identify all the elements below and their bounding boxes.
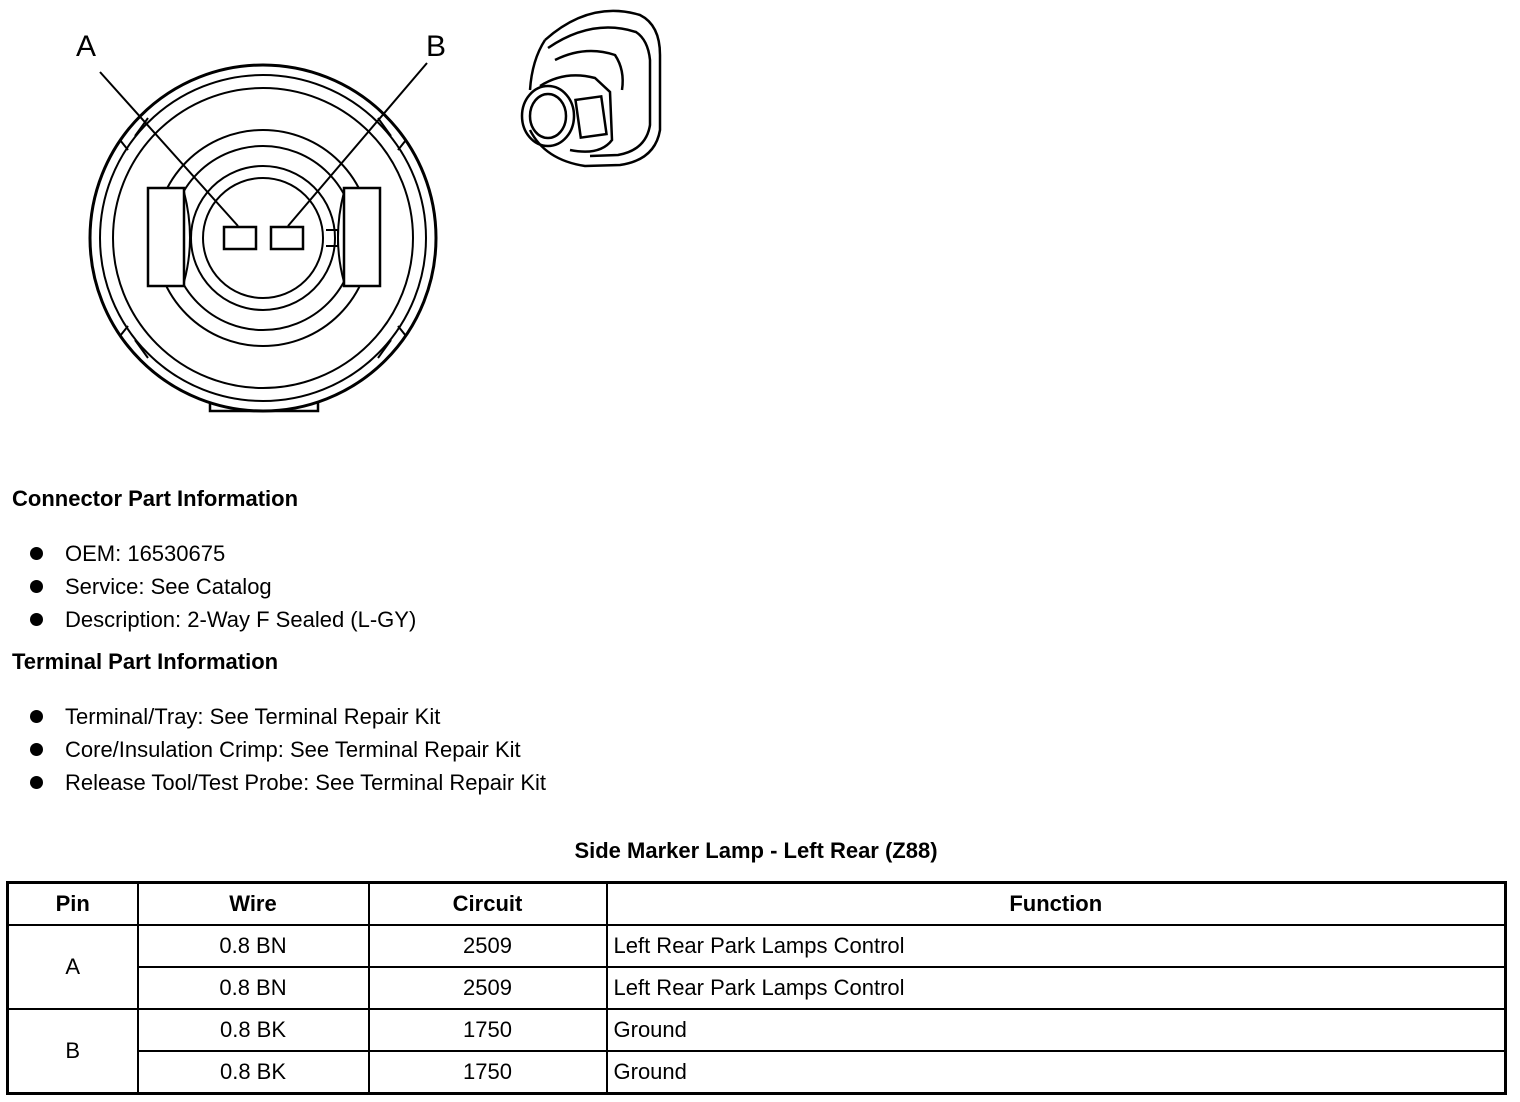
circuit-cell: 1750 <box>369 1009 607 1051</box>
terminal-info-list <box>26 700 546 799</box>
pin-cell: B <box>8 1009 138 1094</box>
bullet-icon <box>30 710 43 723</box>
list-item: Release Tool/Test Probe: See Terminal Repair Kit <box>26 766 546 799</box>
wire-cell: 0.8 BK <box>138 1009 369 1051</box>
function-cell: Ground <box>607 1051 1506 1094</box>
function-cell: Left Rear Park Lamps Control <box>607 967 1506 1009</box>
function-cell: Left Rear Park Lamps Control <box>607 925 1506 967</box>
bullet-icon <box>30 613 43 626</box>
table-row <box>8 1009 1506 1051</box>
connector-isometric-icon <box>522 11 660 166</box>
connector-diagram <box>0 0 700 430</box>
function-cell: Ground <box>607 1009 1506 1051</box>
connector-info-heading: Connector Part Information <box>12 486 299 511</box>
circuit-cell: 2509 <box>369 925 607 967</box>
list-item: Terminal/Tray: See Terminal Repair Kit <box>26 700 546 733</box>
wire-cell: 0.8 BK <box>138 1051 369 1094</box>
circuit-cell: 1750 <box>369 1051 607 1094</box>
bullet-icon <box>30 743 43 756</box>
pin-a-label: A <box>76 30 97 63</box>
list-item: Description: 2-Way F Sealed (L-GY) <box>26 603 416 636</box>
table-row <box>8 1051 1506 1094</box>
column-header-pin: Pin <box>8 883 138 926</box>
bullet-icon <box>30 580 43 593</box>
table-header-row <box>8 883 1506 926</box>
wire-cell: 0.8 BN <box>138 925 369 967</box>
table-row <box>8 967 1506 1009</box>
column-header-wire: Wire <box>138 883 369 926</box>
pin-b-label: B <box>426 30 447 63</box>
bullet-icon <box>30 776 43 789</box>
list-item: Core/Insulation Crimp: See Terminal Repair Kit <box>26 733 546 766</box>
column-header-circuit: Circuit <box>369 883 607 926</box>
table-row <box>8 925 1506 967</box>
wire-cell: 0.8 BN <box>138 967 369 1009</box>
list-item: Service: See Catalog <box>26 570 416 603</box>
terminal-info-heading: Terminal Part Information <box>12 649 279 674</box>
circuit-cell: 2509 <box>369 967 607 1009</box>
list-item: OEM: 16530675 <box>26 537 416 570</box>
table-title: Side Marker Lamp - Left Rear (Z88) <box>574 838 938 863</box>
bullet-icon <box>30 547 43 560</box>
column-header-function: Function <box>607 883 1506 926</box>
pinout-table <box>6 881 1507 1095</box>
connector-info-list <box>26 537 416 636</box>
pin-cell: A <box>8 925 138 1009</box>
